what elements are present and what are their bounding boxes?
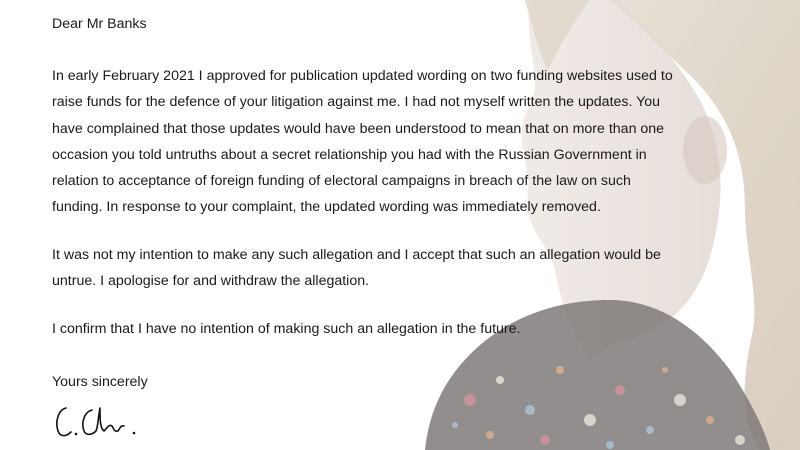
handwritten-signature xyxy=(52,398,142,442)
paragraph-approval xyxy=(52,63,673,221)
letter-line: have complained that those updates would have been understood to mean that on more than one xyxy=(52,120,665,137)
letter-line: untrue. I apologise for and withdraw the allegation. xyxy=(52,273,370,290)
letter-line: raise funds for the defence of your litigation against me. I had not myself written the updates. You xyxy=(52,94,661,111)
letter-line: funding. In response to your complaint, the updated wording was immediately removed. xyxy=(52,199,601,216)
letter-line: relation to acceptance of foreign funding of electoral campaigns in breach of the law on such xyxy=(52,173,631,190)
letter-line: In early February 2021 I approved for publication updated wording on two funding websites used to xyxy=(52,68,673,84)
letter-line: occasion you told untruths about a secret relationship you had with the Russian Government in xyxy=(52,146,647,163)
paragraph-confirmation: I confirm that I have no intention of making such an allegation in the future. xyxy=(52,321,521,337)
closing: Yours sincerely xyxy=(52,374,148,390)
letter-line: It was not my intention to make any such allegation and I accept that such an allegation would be xyxy=(52,247,661,263)
paragraph-intention xyxy=(52,242,661,295)
salutation: Dear Mr Banks xyxy=(52,16,147,32)
